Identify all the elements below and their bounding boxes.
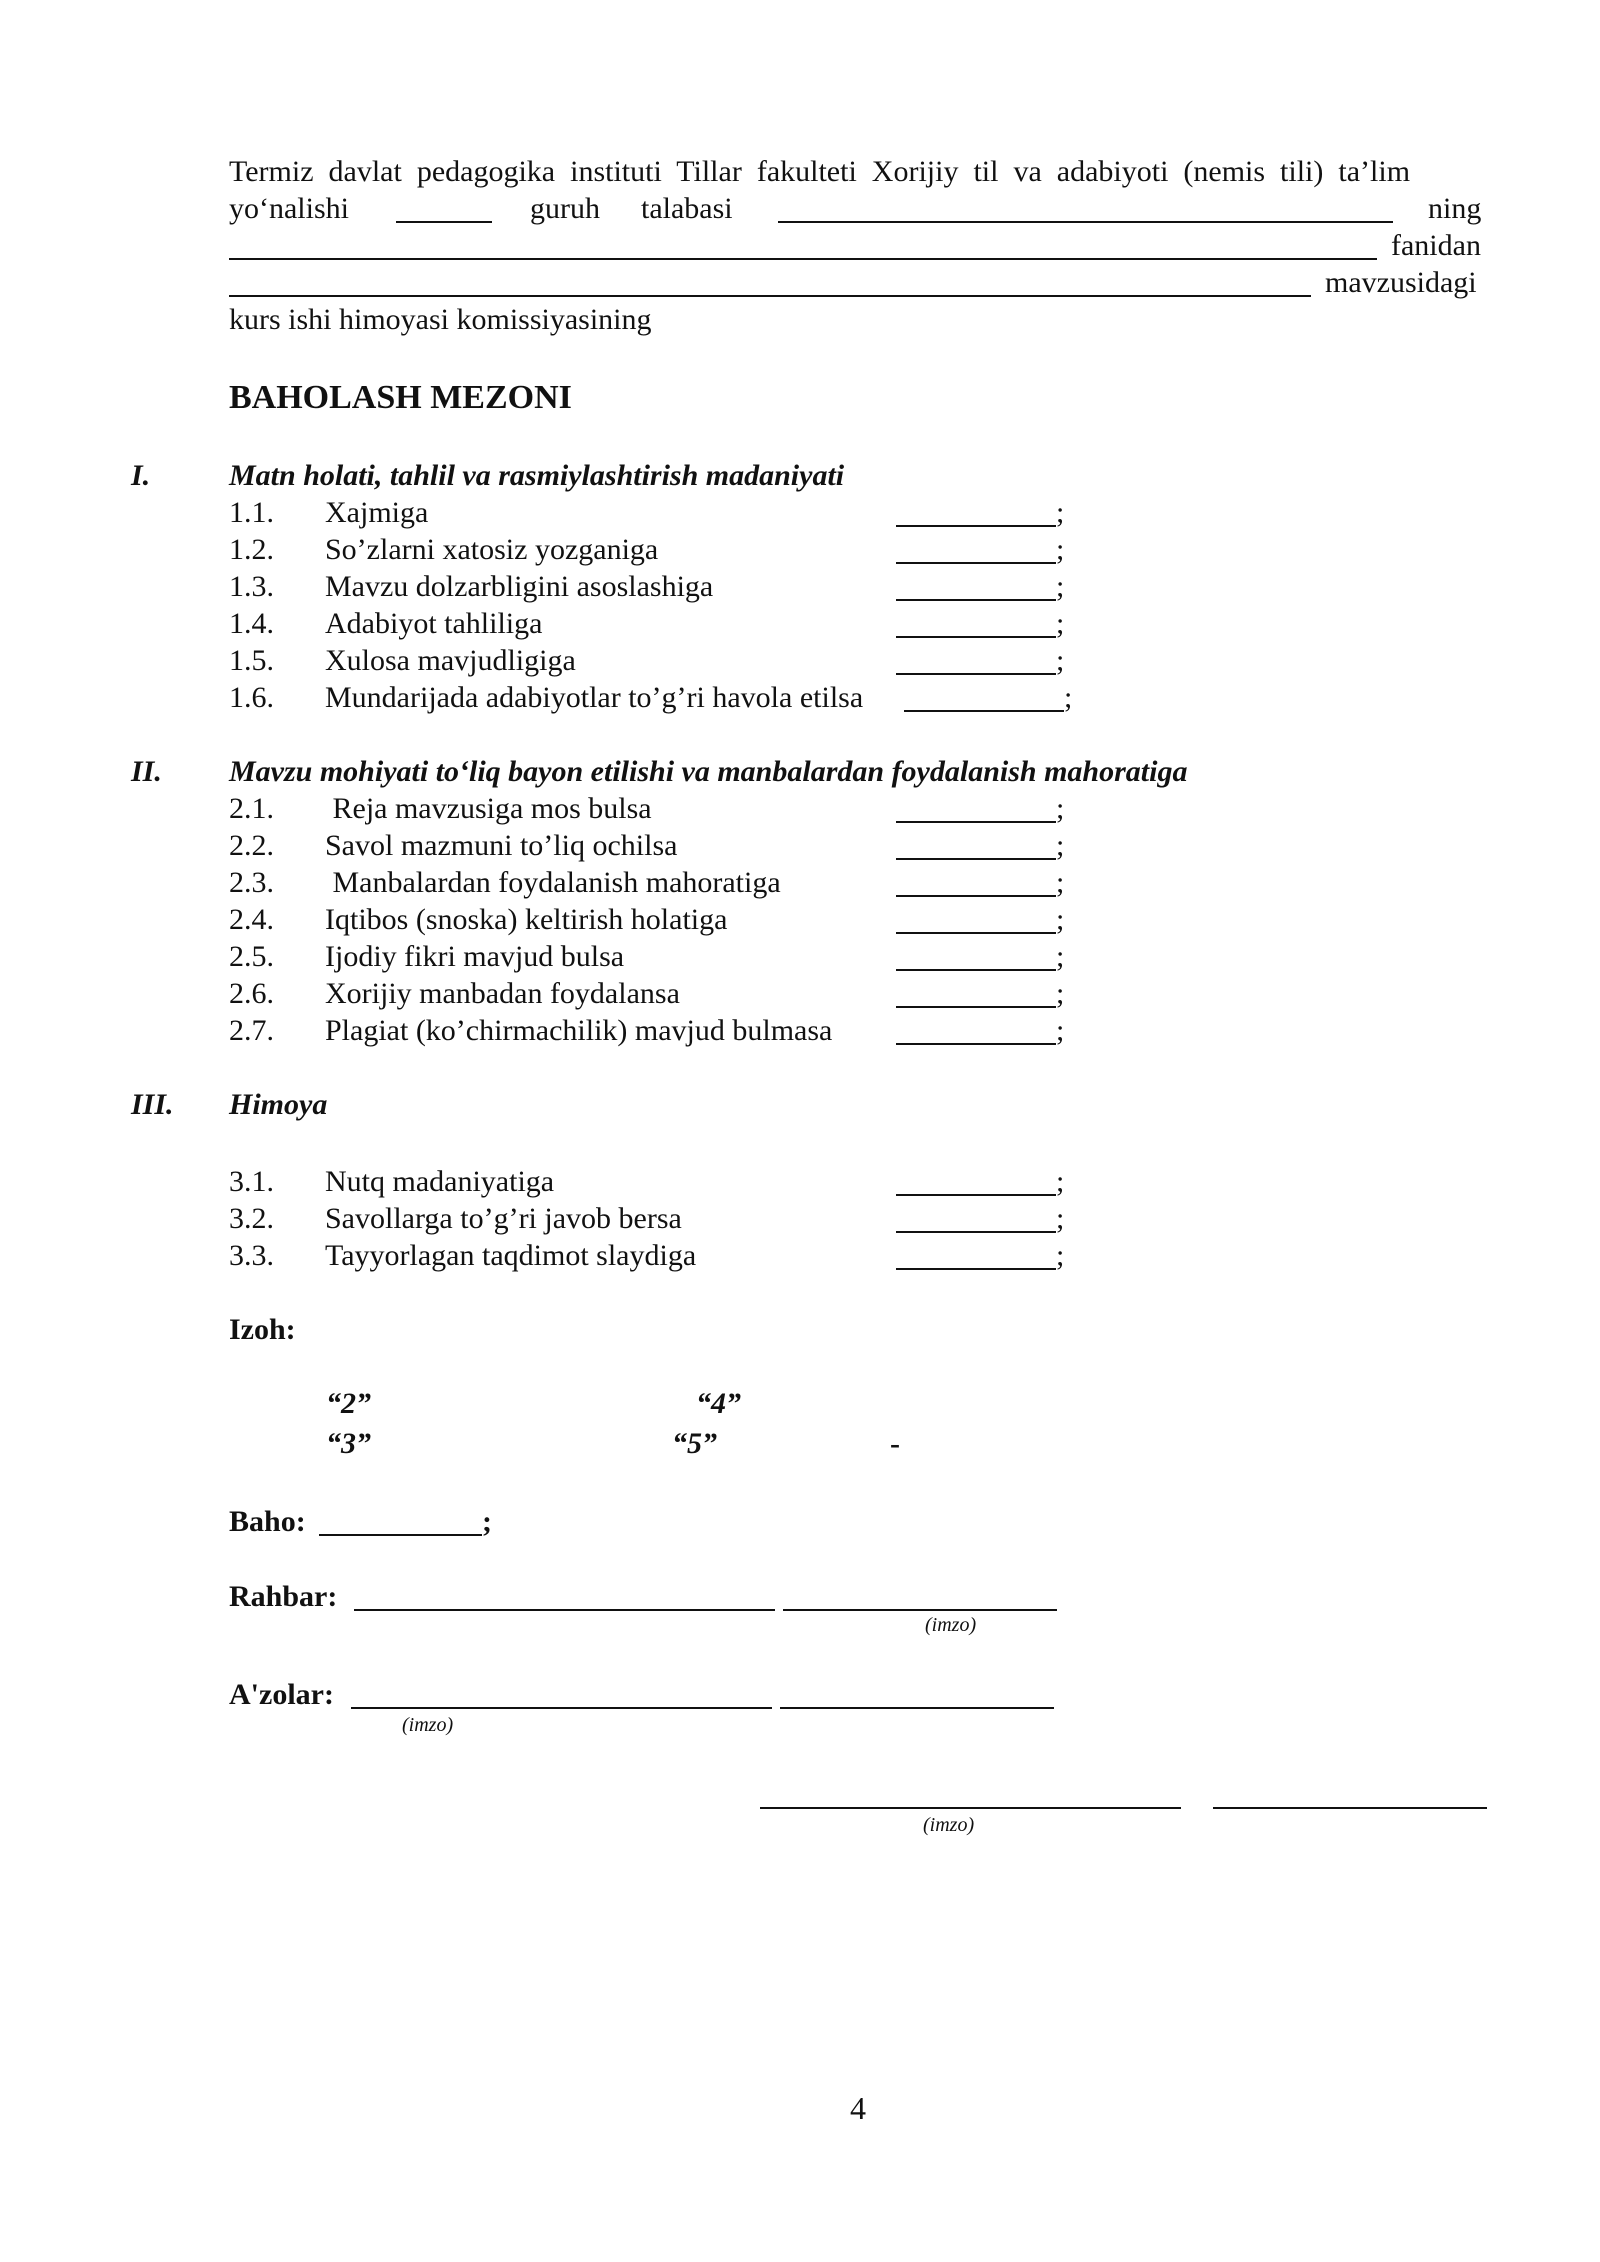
criterion-score-blank[interactable]: [896, 1043, 1056, 1045]
criterion-semicolon: ;: [1056, 1202, 1065, 1235]
criterion-number: 1.6.: [229, 681, 274, 714]
criterion-label: Mundarijada adabiyotlar to’g’ri havola etilsa: [325, 681, 864, 714]
criterion-label: So’zlarni xatosiz yozganiga: [325, 533, 659, 566]
section-numeral: I.: [131, 459, 151, 492]
criterion-score-blank[interactable]: [896, 821, 1056, 823]
intro-line-1: Termiz davlat pedagogika instituti Tillar fakulteti Xorijiy til va adabiyoti (nemis tili) ta’lim: [229, 155, 1411, 188]
criterion-label: Ijodiy fikri mavjud bulsa: [325, 940, 625, 973]
criterion-score-blank[interactable]: [896, 636, 1056, 638]
group-blank[interactable]: [396, 221, 492, 223]
criterion-label: Xajmiga: [325, 496, 429, 529]
section-numeral: III.: [131, 1088, 174, 1121]
rahbar-imzo-caption: (imzo): [925, 1614, 977, 1636]
section-numeral: II.: [131, 755, 162, 788]
grade-3-label: “3”: [326, 1427, 371, 1460]
baho-label: Baho:: [229, 1505, 306, 1538]
azolar-imzo-caption-1: (imzo): [402, 1714, 454, 1736]
criterion-label: Savollarga to’g’ri javob bersa: [325, 1202, 682, 1235]
intro-guruh: guruh: [530, 192, 600, 225]
criterion-score-blank[interactable]: [896, 969, 1056, 971]
section-heading: Matn holati, tahlil va rasmiylashtirish madaniyati: [229, 459, 845, 492]
section-heading: Himoya: [229, 1088, 328, 1121]
criterion-number: 2.7.: [229, 1014, 274, 1047]
criterion-score-blank[interactable]: [896, 895, 1056, 897]
criterion-semicolon: ;: [1056, 829, 1065, 862]
intro-talabasi: talabasi: [641, 192, 733, 225]
intro-line-5: kurs ishi himoyasi komissiyasining: [229, 303, 652, 336]
criterion-score-blank[interactable]: [896, 858, 1056, 860]
criterion-label: Xulosa mavjudligiga: [325, 644, 576, 677]
criterion-number: 3.1.: [229, 1165, 274, 1198]
criterion-semicolon: ;: [1056, 792, 1065, 825]
intro-mavzusidagi: mavzusidagi: [1325, 266, 1477, 299]
intro-fanidan: fanidan: [1391, 229, 1481, 262]
criterion-semicolon: ;: [1064, 681, 1073, 714]
criterion-semicolon: ;: [1056, 1165, 1065, 1198]
page-number: 4: [850, 2090, 866, 2126]
criterion-number: 2.1.: [229, 792, 274, 825]
criterion-label: Tayyorlagan taqdimot slaydiga: [325, 1239, 697, 1272]
baho-semicolon: ;: [482, 1505, 492, 1538]
criterion-score-blank[interactable]: [896, 1268, 1056, 1270]
azolar-signature-blank-1[interactable]: [780, 1707, 1054, 1709]
criterion-number: 3.3.: [229, 1239, 274, 1272]
criterion-score-blank[interactable]: [896, 599, 1056, 601]
baho-blank[interactable]: [319, 1534, 482, 1536]
criterion-number: 2.5.: [229, 940, 274, 973]
grade-2-label: “2”: [326, 1387, 371, 1420]
criterion-label: Nutq madaniyatiga: [325, 1165, 555, 1198]
criterion-number: 1.5.: [229, 644, 274, 677]
criterion-number: 2.6.: [229, 977, 274, 1010]
grade-4-label: “4”: [696, 1387, 741, 1420]
criterion-number: 1.1.: [229, 496, 274, 529]
criterion-semicolon: ;: [1056, 607, 1065, 640]
azolar-label: A'zolar:: [229, 1678, 334, 1711]
intro-ning: ning: [1428, 192, 1482, 225]
criterion-score-blank[interactable]: [896, 673, 1056, 675]
criterion-score-blank[interactable]: [904, 710, 1064, 712]
criterion-label: Savol mazmuni to’liq ochilsa: [325, 829, 678, 862]
page-title: BAHOLASH MEZONI: [229, 379, 572, 416]
criterion-label: Manbalardan foydalanish mahoratiga: [325, 866, 781, 899]
rahbar-name-blank[interactable]: [354, 1609, 775, 1611]
criterion-number: 2.4.: [229, 903, 274, 936]
section-heading: Mavzu mohiyati to‘liq bayon etilishi va manbalardan foydalanish mahoratiga: [229, 755, 1188, 788]
criterion-semicolon: ;: [1056, 1014, 1065, 1047]
criterion-semicolon: ;: [1056, 940, 1065, 973]
topic-blank[interactable]: [229, 295, 1311, 297]
criterion-semicolon: ;: [1056, 570, 1065, 603]
azolar-name-blank-1[interactable]: [351, 1707, 772, 1709]
rahbar-label: Rahbar:: [229, 1580, 338, 1613]
criterion-semicolon: ;: [1056, 903, 1065, 936]
azolar-signature-blank-2[interactable]: [1213, 1807, 1487, 1809]
azolar-name-blank-2[interactable]: [760, 1807, 1181, 1809]
criterion-score-blank[interactable]: [896, 1231, 1056, 1233]
criterion-score-blank[interactable]: [896, 562, 1056, 564]
criterion-semicolon: ;: [1056, 1239, 1065, 1272]
criterion-semicolon: ;: [1056, 496, 1065, 529]
grade-5-label: “5”: [672, 1427, 717, 1460]
izoh-label: Izoh:: [229, 1313, 296, 1346]
criterion-number: 2.3.: [229, 866, 274, 899]
azolar-imzo-caption-2: (imzo): [923, 1814, 975, 1836]
criterion-score-blank[interactable]: [896, 1006, 1056, 1008]
criterion-score-blank[interactable]: [896, 1194, 1056, 1196]
rahbar-signature-blank[interactable]: [783, 1609, 1057, 1611]
criterion-label: Mavzu dolzarbligini asoslashiga: [325, 570, 714, 603]
subject-blank[interactable]: [229, 258, 1377, 260]
criterion-label: Plagiat (ko’chirmachilik) mavjud bulmasa: [325, 1014, 833, 1047]
criterion-semicolon: ;: [1056, 977, 1065, 1010]
grade-dash: -: [890, 1427, 900, 1460]
criterion-number: 1.4.: [229, 607, 274, 640]
criterion-semicolon: ;: [1056, 533, 1065, 566]
criterion-score-blank[interactable]: [896, 932, 1056, 934]
criterion-semicolon: ;: [1056, 866, 1065, 899]
criterion-label: Adabiyot tahliliga: [325, 607, 543, 640]
criterion-number: 1.3.: [229, 570, 274, 603]
criterion-number: 3.2.: [229, 1202, 274, 1235]
criterion-number: 2.2.: [229, 829, 274, 862]
criterion-label: Xorijiy manbadan foydalansa: [325, 977, 680, 1010]
student-name-blank[interactable]: [778, 221, 1393, 223]
criterion-score-blank[interactable]: [896, 525, 1056, 527]
criterion-semicolon: ;: [1056, 644, 1065, 677]
criterion-number: 1.2.: [229, 533, 274, 566]
criterion-label: Iqtibos (snoska) keltirish holatiga: [325, 903, 728, 936]
intro-yonalishi: yo‘nalishi: [229, 192, 349, 225]
criterion-label: Reja mavzusiga mos bulsa: [325, 792, 652, 825]
